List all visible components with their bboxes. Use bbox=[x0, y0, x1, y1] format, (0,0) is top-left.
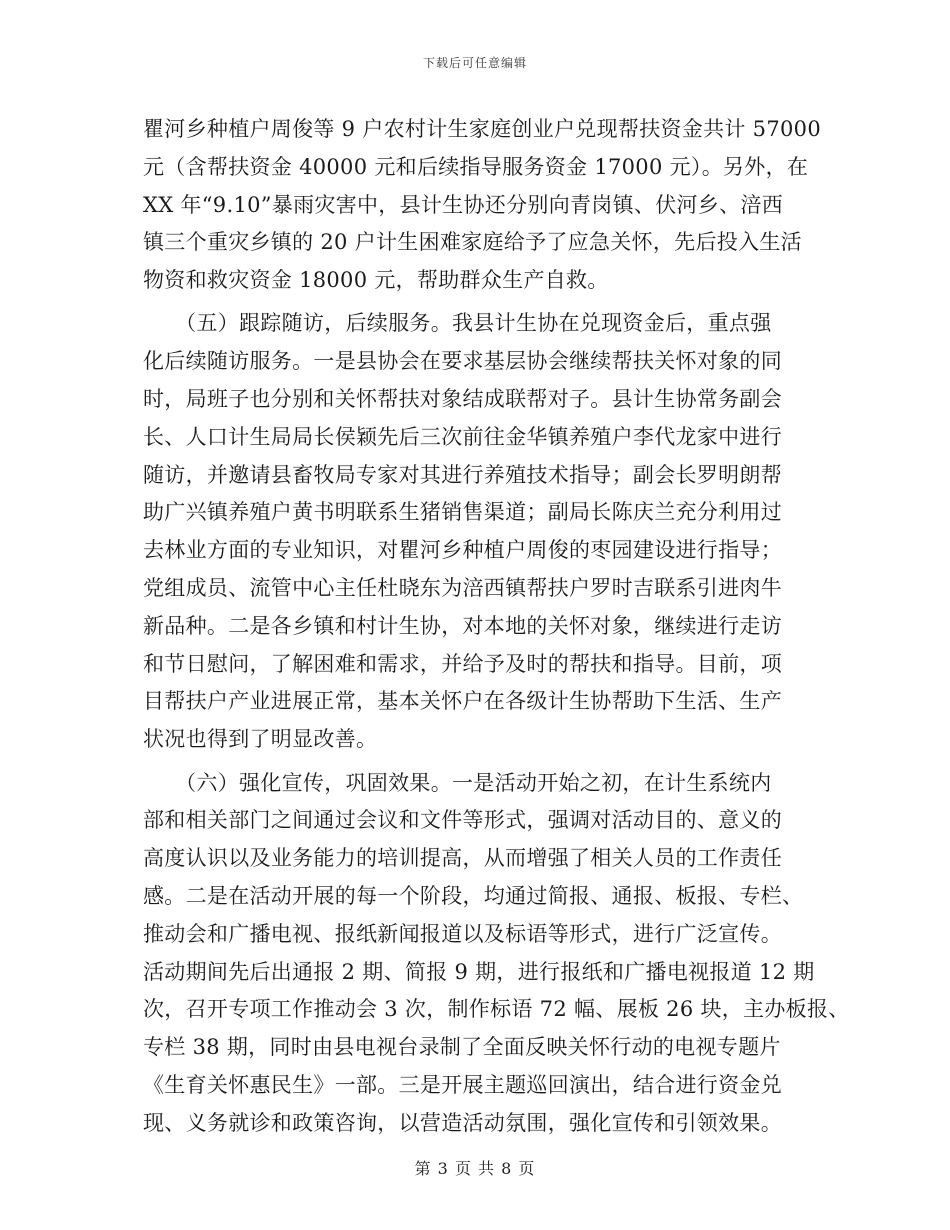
text-line: （六）强化宣传，巩固效果。一是活动开始之初，在计生系统内 bbox=[143, 770, 772, 795]
text-line: 助广兴镇养殖户黄书明联系生猪销售渠道；副局长陈庆兰充分利用过 bbox=[143, 500, 782, 525]
text-line: 高度认识以及业务能力的培训提高，从而增强了相关人员的工作责任 bbox=[143, 846, 782, 871]
text-line: 感。二是在活动开展的每一个阶段，均通过简报、通报、板报、专栏、 bbox=[143, 883, 804, 908]
text-line: 次，召开专项工作推动会 3 次，制作标语 72 幅、展板 26 块，主办板报、 bbox=[143, 997, 850, 1022]
text-line: 瞿河乡种植户周俊等 9 户农村计生家庭创业户兑现帮扶资金共计 57000 bbox=[143, 117, 821, 141]
text-line: 随访，并邀请县畜牧局专家对其进行养殖技术指导；副会长罗明朗帮 bbox=[143, 462, 782, 487]
text-line: 长、人口计生局局长侯颖先后三次前往金华镇养殖户李代龙家中进行 bbox=[143, 424, 782, 449]
text-line: 和节日慰问，了解困难和需求，并给予及时的帮扶和指导。目前，项 bbox=[143, 651, 782, 676]
text-line: 目帮扶户产业进展正常，基本关怀户在各级计生协帮助下生活、生产 bbox=[143, 689, 782, 714]
text-line: 新品种。二是各乡镇和村计生协，对本地的关怀对象，继续进行走访 bbox=[143, 613, 782, 638]
text-line: 部和相关部门之间通过会议和文件等形式，强调对活动目的、意义的 bbox=[143, 808, 782, 833]
text-line: 专栏 38 期，同时由县电视台录制了全面反映关怀行动的电视专题片 bbox=[143, 1035, 781, 1060]
text-line: 去林业方面的专业知识，对瞿河乡种植户周俊的枣园建设进行指导； bbox=[143, 538, 782, 563]
text-line: 活动期间先后出通报 2 期、简报 9 期，进行报纸和广播电视报道 12 期 bbox=[143, 959, 815, 984]
text-line: 状况也得到了明显改善。 bbox=[143, 727, 378, 752]
page-header: 下载后可任意编辑 bbox=[422, 56, 527, 70]
text-line: 镇三个重灾乡镇的 20 户计生困难家庭给予了应急关怀，先后投入生活 bbox=[143, 230, 802, 255]
paragraph-2 bbox=[143, 305, 833, 759]
text-line: 推动会和广播电视、报纸新闻报道以及标语等形式，进行广泛宣传。 bbox=[143, 921, 782, 946]
text-line: 时，局班子也分别和关怀帮扶对象结成联帮对子。县计生协常务副会 bbox=[143, 387, 782, 412]
text-line: 元（含帮扶资金 40000 元和后续指导服务资金 17000 元）。另外，在 bbox=[143, 154, 809, 179]
text-line: 化后续随访服务。一是县协会在要求基层协会继续帮扶关怀对象的同 bbox=[143, 349, 782, 374]
text-line: 《生育关怀惠民生》一部。三是开展主题巡回演出，结合进行资金兑 bbox=[143, 1072, 782, 1097]
document-body bbox=[143, 111, 850, 1143]
text-line: 现、义务就诊和政策咨询，以营造活动氛围，强化宣传和引领效果。 bbox=[143, 1110, 782, 1135]
paragraph-1 bbox=[143, 111, 833, 300]
text-line: 物资和救灾资金 18000 元，帮助群众生产自救。 bbox=[143, 268, 609, 293]
page-footer: 第 3 页 共 8 页 bbox=[414, 1159, 536, 1178]
text-line: 党组成员、流管中心主任杜晓东为涪西镇帮扶户罗时吉联系引进肉牛 bbox=[143, 576, 782, 601]
text-line: XX 年“9.10”暴雨灾害中，县计生协还分别向青岗镇、伏河乡、涪西 bbox=[143, 192, 784, 217]
paragraph-3 bbox=[143, 765, 850, 1143]
text-line: （五）跟踪随访，后续服务。我县计生协在兑现资金后，重点强 bbox=[143, 311, 772, 336]
